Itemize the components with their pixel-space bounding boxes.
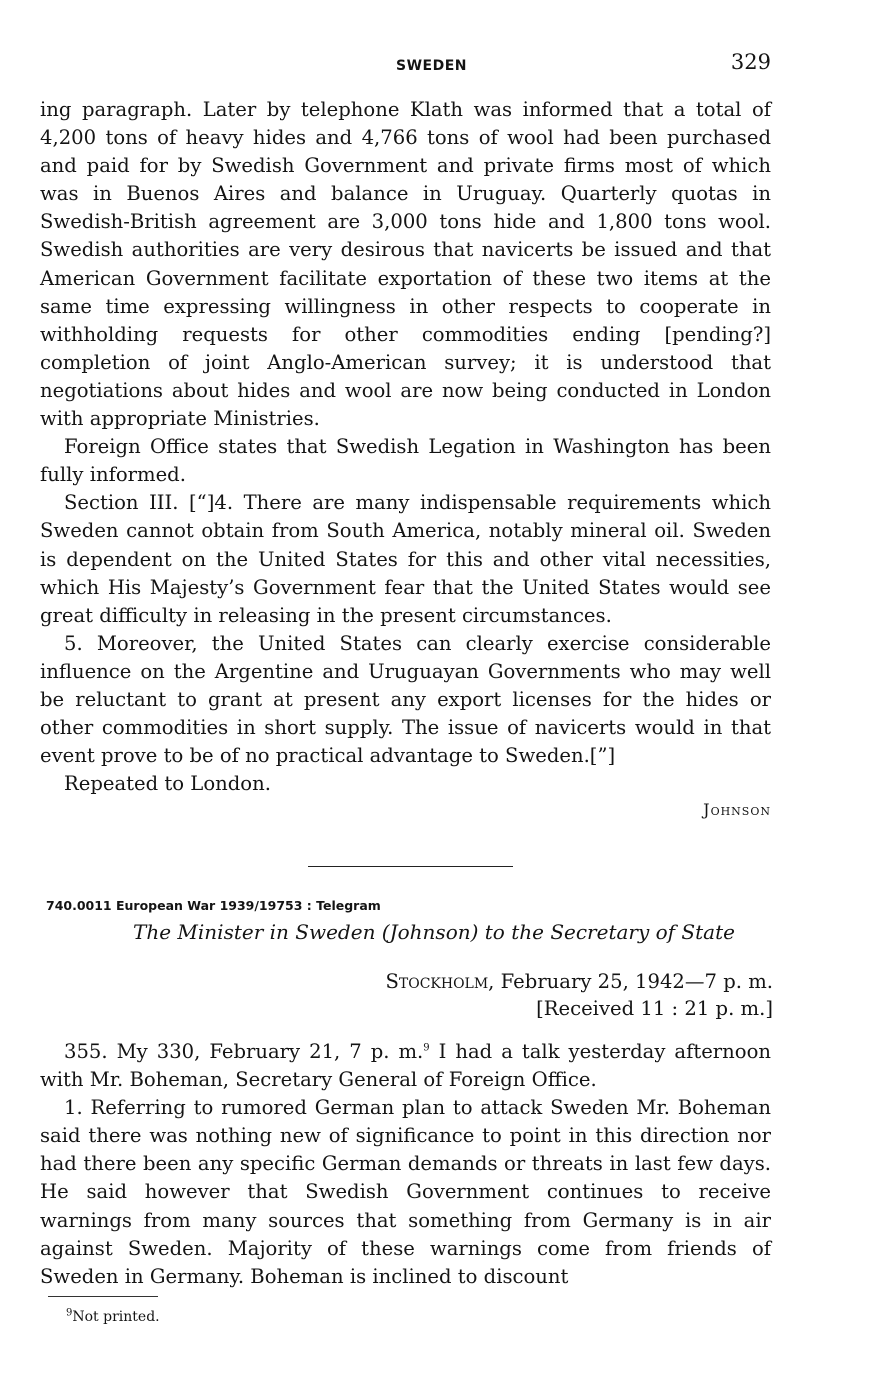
paragraph-355-start: 355. My 330, February 21, 7 p. m. <box>64 1040 424 1063</box>
running-head: SWEDEN <box>396 58 467 74</box>
dateline-place: Stockholm, <box>385 970 495 993</box>
telegram-body <box>40 1038 771 1291</box>
section-divider <box>308 866 513 867</box>
footnote-reference: 9 <box>423 1042 430 1054</box>
document-title: The Minister in Sweden (Johnson) to the Secretary of State <box>133 920 735 944</box>
paragraph-355 <box>40 1038 771 1094</box>
footnote-rule <box>48 1296 158 1297</box>
paragraph-continued: ing paragraph. Later by telephone Klath was informed that a total of 4,200 tons of heavy hides and 4,766 tons of wool had been purchased and paid for by Swedish Government and private firms most of which was in Buenos Aires and balance in Uruguay. Quarterly quotas in Swedish-British agreement are 3,000 tons hide and 1,800 tons wool. Swedish authorities are very desirous that navicerts be issued and that American Government facilitate exportation of these two items at the same time expressing willingness in other respects to cooperate in withholding requests for other commodities ending [pending?] completion of joint Anglo-American survey; it is understood that negotiations about hides and wool are now being conducted in London with appropriate Ministries. <box>40 98 771 431</box>
paragraph-repeated: Repeated to London. <box>64 772 271 796</box>
paragraph-point-5: 5. Moreover, the United States can clearly exercise considerable influence on the Argentine and Uruguayan Governments who may well be reluctant to grant at present any export licenses for the hides or other commodities in short supply. The issue of navicerts would in that event prove to be of no practical advantage to Sweden.[”] <box>40 631 771 768</box>
dateline <box>385 968 773 1022</box>
footnote-mark: 9 <box>66 1307 73 1319</box>
page-header <box>40 48 771 78</box>
paragraph-section-iii: Section III. [“]4. There are many indispensable requirements which Sweden cannot obtain from South America, notably mineral oil. Sweden is dependent on the United States for this and other vital necessities, which His Majesty’s Government fear that the United States would see great difficulty in releasing in the present circumstances. <box>40 491 771 627</box>
footnote-text: Not printed. <box>72 1309 160 1325</box>
paragraph-355-end: I had a talk yesterday afternoon with Mr. Boheman, Secretary General of Foreign Office. <box>40 1040 772 1092</box>
dateline-sent <box>385 968 773 995</box>
paragraph-foreign-office: Foreign Office states that Swedish Legation in Washington has been fully informed. <box>40 435 771 487</box>
footnote <box>66 1309 160 1325</box>
top-section <box>40 96 771 824</box>
file-reference: 740.0011 European War 1939/19753 : Telegram <box>46 898 381 913</box>
dateline-received: [Received 11 : 21 p. m.] <box>536 997 773 1020</box>
dateline-date: February 25, 1942—7 p. m. <box>500 970 773 993</box>
page-number: 329 <box>730 50 771 74</box>
signature: Johnson <box>703 800 771 820</box>
paragraph-point-1: 1. Referring to rumored German plan to attack Sweden Mr. Boheman said there was nothing new of significance to point in this direction nor had there been any specific German demands or threats in last few days. He said however that Swedish Government continues to receive warnings from many sources that something from Germany is in air against Sweden. Majority of these warnings come from friends of Sweden in Germany. Boheman is inclined to discount <box>40 1096 771 1288</box>
